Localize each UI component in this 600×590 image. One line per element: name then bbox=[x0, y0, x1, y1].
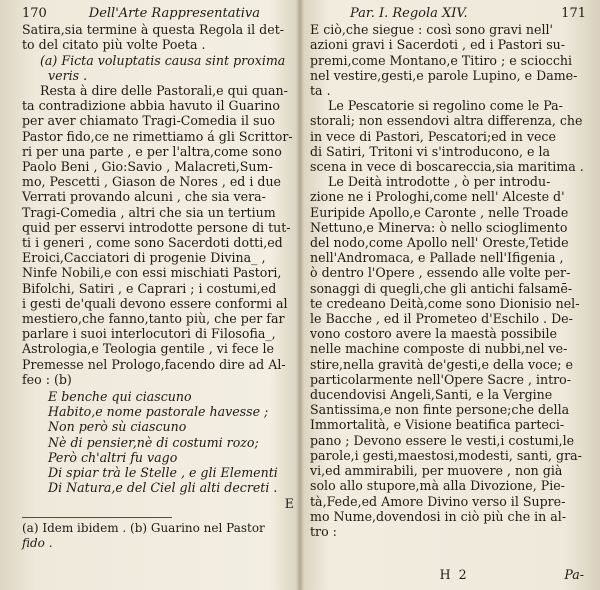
text-line: sonaggi di quegli,che gli antichi falsamē- bbox=[310, 280, 573, 296]
text-line: nell'Andromaca, e Pallade nell'Ifigenia , bbox=[310, 250, 564, 266]
text-line: Euripide Apollo,e Caronte , nelle Troade bbox=[310, 204, 569, 220]
verse-line: Habito,e nome pastorale havesse ; bbox=[48, 404, 269, 420]
text-line: Resta à dire delle Pastorali,e qui quan- bbox=[40, 83, 288, 99]
text-line: ò dentro l'Opere , essendo alle volte per- bbox=[310, 265, 571, 281]
text-line: Satira,sia termine à questa Regola il det- bbox=[22, 22, 285, 38]
text-line: Eroici,Cacciatori di progenie Divina_ , bbox=[22, 250, 266, 266]
text-line: Bifolchi, Satiri , e Caprari ; i costumi,ed bbox=[22, 280, 277, 296]
text-line: particolarmente nell'Opere Sacre , intro- bbox=[310, 371, 572, 387]
right-running-title: Par. I. Regola XIV. bbox=[350, 6, 468, 21]
text-line: in vece di Pastori, Pescatori;ed in vece bbox=[310, 128, 556, 144]
signature-letter: H bbox=[439, 566, 451, 582]
signature-number: 2 bbox=[458, 566, 467, 582]
verse-line: Nè di pensier,nè di costumi rozo; bbox=[48, 434, 259, 450]
left-page-number: 170 bbox=[22, 6, 47, 21]
text-line: stire,nella gravità de'gesti,e della voce; e bbox=[310, 356, 573, 372]
text-line: Santissima,e non finte persone;che della bbox=[310, 402, 570, 418]
text-line: le Bacche , ed il Prometeo d'Eschilo . De- bbox=[310, 311, 573, 327]
text-line: Paolo Beni , Gio:Savio , Malacreti,Sum- bbox=[22, 159, 273, 175]
text-line: quid per esservi introdotte persone di tut- bbox=[22, 219, 291, 235]
text-line: ri per una parte , e per l'altra,come sono bbox=[22, 143, 282, 159]
signature-line bbox=[310, 567, 586, 582]
text-line: mo, Pescetti , Giason de Nores , ed i due bbox=[22, 174, 282, 190]
text-line: tà,Fede,ed Amore Divino verso il Supre- bbox=[310, 493, 566, 509]
text-line: feo : (b) bbox=[22, 371, 72, 387]
text-line: premi,come Montano,e Titiro ; e sciocchi bbox=[310, 52, 573, 68]
footnote-line: (a) Idem ibidem . (b) Guarino nel Pastor bbox=[22, 520, 265, 535]
verse-line: Di spiar trà le Stelle , e gli Elementi bbox=[48, 465, 278, 481]
text-line: azioni gravi i Sacerdoti , ed i Pastori su- bbox=[310, 37, 566, 53]
text-line: ta . bbox=[310, 83, 331, 99]
text-line: Tragi-Comedia , altri che sia un tertium bbox=[22, 204, 276, 220]
text-line: pano ; Devono essere le vesti,i costumi,le bbox=[310, 432, 575, 448]
footnote-line: fido . bbox=[22, 535, 53, 550]
right-catchword: Pa- bbox=[564, 566, 584, 582]
text-line: i gesti de'quali devono essere conformi al bbox=[22, 295, 288, 311]
verse-block bbox=[22, 389, 294, 495]
left-running-title: Dell'Arte Rappresentativa bbox=[88, 6, 260, 21]
text-line: Nettuno,e Minerva: ò nello scioglimento bbox=[310, 219, 568, 235]
text-line: vi,ed ammirabili, per muovere , non già bbox=[310, 463, 563, 479]
footnotes bbox=[22, 517, 265, 551]
text-line: veris . bbox=[48, 67, 88, 83]
text-line: Verrati provando alcuni , che sia vera- bbox=[22, 189, 266, 205]
left-body bbox=[22, 22, 294, 387]
text-line: E ciò,che siegue : così sono gravi nell' bbox=[310, 22, 553, 38]
text-line: di Satiri, Tritoni vi s'introducono, e la bbox=[310, 143, 550, 159]
text-line: nel vestire,gesti,e parole Lupino, e Dame- bbox=[310, 67, 578, 83]
right-page-number: 171 bbox=[561, 6, 586, 21]
verse-line: Di Natura,e del Ciel gli alti decreti . bbox=[48, 480, 278, 496]
text-line: del nodo,come Apollo nell' Oreste,Tetide bbox=[310, 235, 569, 251]
verse-line: E benche qui ciascuno bbox=[48, 389, 192, 405]
text-line: mestiero,che fanno,tanto più, che per far bbox=[22, 311, 285, 327]
text-line: Le Pescatorie si regolino come le Pa- bbox=[328, 98, 563, 114]
text-line: parole,i gesti,maestosi,modesti, santi, gra- bbox=[310, 447, 582, 463]
signature-mark bbox=[440, 567, 467, 582]
text-line: te credeano Deità,come sono Dionisio nel- bbox=[310, 295, 580, 311]
left-running-head bbox=[22, 6, 294, 21]
text-line: zione ne i Prologhi,come nell' Alceste d' bbox=[310, 189, 565, 205]
right-body bbox=[310, 22, 586, 539]
verse-line: Non però sù ciascuno bbox=[48, 419, 187, 435]
text-line: Le Deità introdotte , ò per introdu- bbox=[328, 174, 551, 190]
text-line: ti i generi , come sono Sacerdoti dotti,ed bbox=[22, 235, 283, 251]
text-line: parlare i suoi interlocutori di Filosofia_, bbox=[22, 326, 276, 342]
text-line: Premesse nel Prologo,facendo dire ad Al- bbox=[22, 356, 286, 372]
text-line: Pastor fido,ce ne rimettiamo á gli Scrittor- bbox=[22, 128, 293, 144]
left-catchword: E bbox=[284, 495, 294, 511]
text-line: (a) Ficta voluptatis causa sint proxima bbox=[40, 52, 286, 68]
text-line: Astrologia,e Teologia gentile , vi fece le bbox=[22, 341, 275, 357]
text-line: per aver chiamato Tragi-Comedia il suo bbox=[22, 113, 276, 129]
left-page bbox=[22, 6, 294, 586]
text-line: ducendovisi Angeli,Santi, e la Vergine bbox=[310, 387, 553, 403]
verse-line: Però ch'altri fu vago bbox=[48, 449, 178, 465]
text-line: scena in vece di boscareccia,sia maritima . bbox=[310, 159, 584, 175]
text-line: ta contradizione abbia havuto il Guarino bbox=[22, 98, 280, 114]
text-line: mo Nume,dovendosi in ciò più che in al- bbox=[310, 508, 567, 524]
text-line: to del citato più volte Poeta . bbox=[22, 37, 206, 53]
text-line: vono costoro avere la maestà possibile bbox=[310, 326, 557, 342]
right-page bbox=[310, 6, 586, 586]
text-line: solo allo stupore,mà alla Divozione, Pie- bbox=[310, 478, 565, 494]
text-line: Ninfe Nobili,e con essi mischiati Pastori, bbox=[22, 265, 282, 281]
right-running-head bbox=[310, 6, 586, 21]
text-line: storali; non essendovi altra differenza, che bbox=[310, 113, 583, 129]
text-line: Immortalità, e Visione beatifica parteci- bbox=[310, 417, 565, 433]
text-line: tro : bbox=[310, 523, 337, 539]
signature-spacer bbox=[312, 567, 342, 582]
text-line: nelle machine composte di nubbi,nel ve- bbox=[310, 341, 568, 357]
book-gutter bbox=[296, 0, 304, 590]
